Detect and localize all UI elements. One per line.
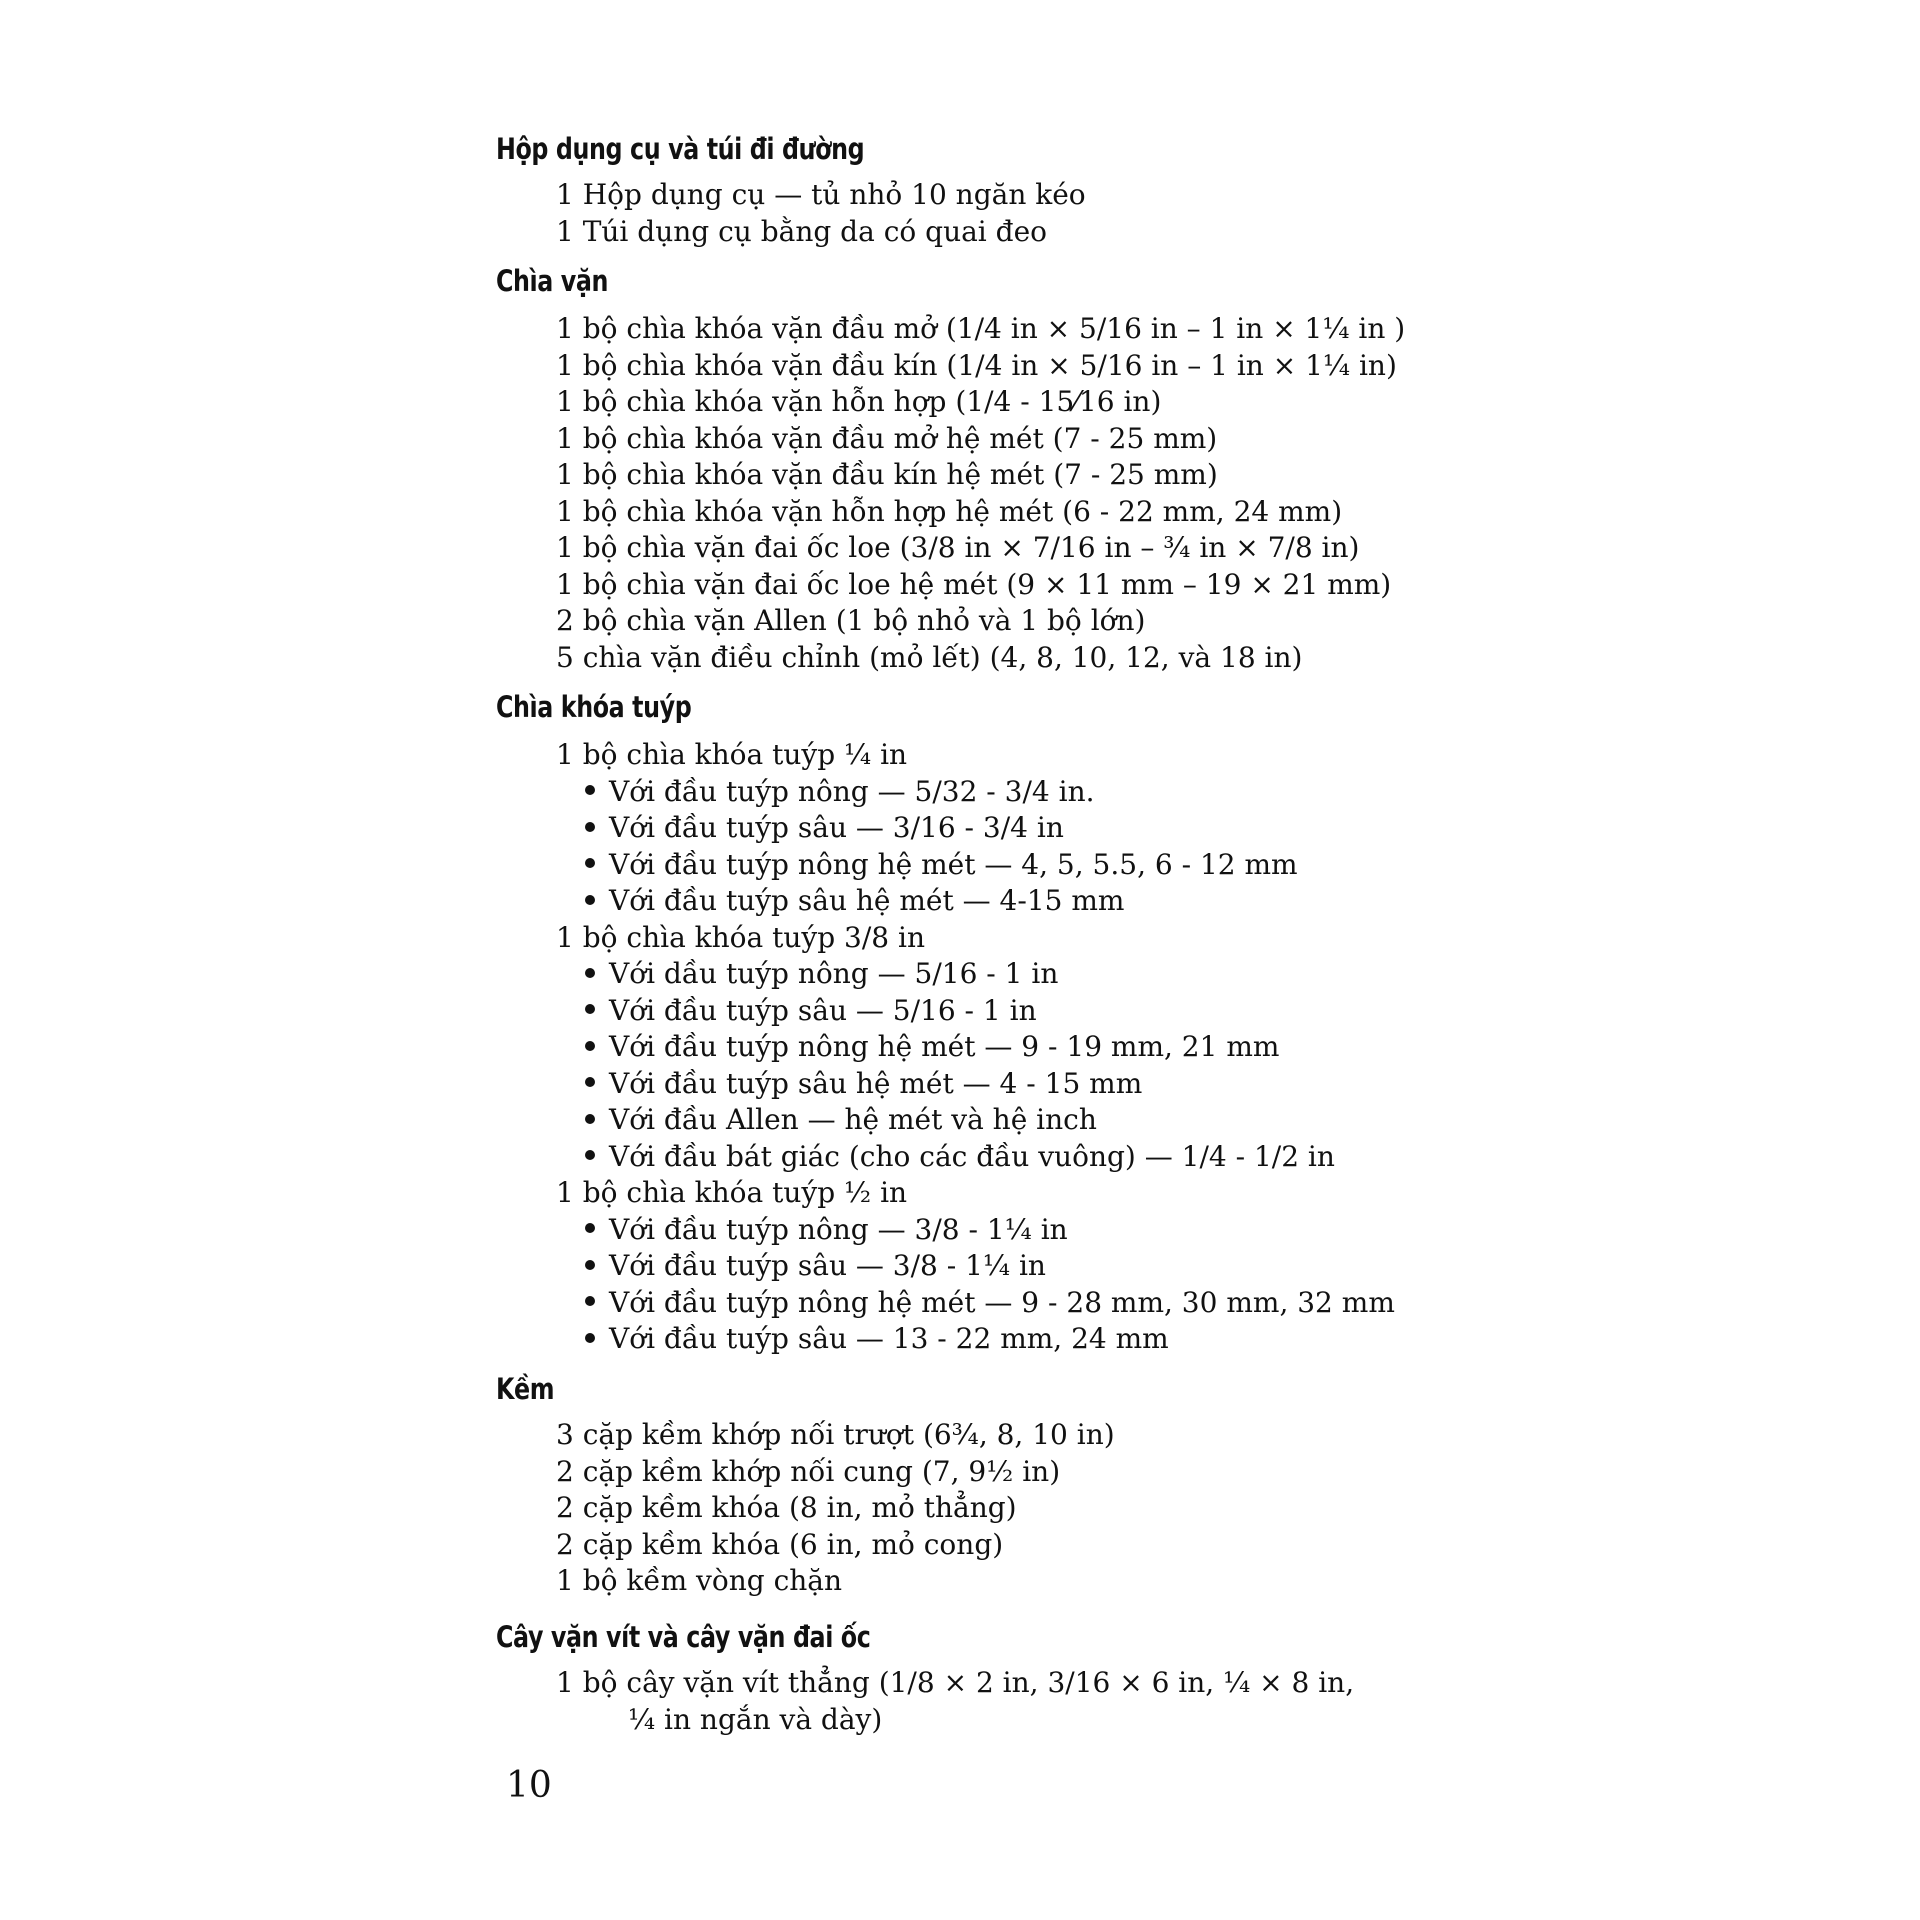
section-heading: Cây vặn vít và cây vặn đai ốc (496, 1620, 871, 1654)
list-item: 1 bộ chìa khóa vặn hỗn hợp (1/4 - 15⁄16 in) (556, 385, 1162, 418)
bullet-item: Với đầu tuýp nông — 3/8 - 1¼ in (585, 1216, 1068, 1244)
list-item: 1 Túi dụng cụ bằng da có quai đeo (556, 214, 1047, 248)
bullet-item: Với đầu tuýp sâu — 13 - 22 mm, 24 mm (585, 1325, 1169, 1353)
bullet-item: Với dầu tuýp nông — 5/16 - 1 in (585, 960, 1058, 988)
bullet-item: Với đầu bát giác (cho các đầu vuông) — 1/4 - 1/2 in (585, 1143, 1335, 1171)
bullet-item: Với đầu tuýp nông hệ mét — 9 - 19 mm, 21 mm (585, 1033, 1279, 1061)
bullet-item: Với đầu tuýp sâu — 5/16 - 1 in (585, 997, 1037, 1025)
list-item: 2 cặp kềm khớp nối cung (7, 9½ in) (556, 1454, 1061, 1488)
list-item: 1 bộ chìa khóa vặn hỗn hợp hệ mét (6 - 22 mm, 24 mm) (556, 494, 1343, 528)
bullet-item: Với đầu tuýp nông hệ mét — 4, 5, 5.5, 6 - 12 mm (585, 851, 1298, 879)
list-item: 1 bộ chìa khóa tuýp ¼ in (556, 738, 908, 771)
list-item: 1 bộ chìa khóa vặn đầu mở hệ mét (7 - 25 mm) (556, 421, 1218, 455)
list-item: ¼ in ngắn và dày) (628, 1702, 883, 1736)
bullet-item: Với đầu tuýp sâu hệ mét — 4 - 15 mm (585, 1070, 1142, 1098)
bullet-item: Với đầu tuýp sâu — 3/16 - 3/4 in (585, 814, 1064, 842)
list-item: 1 bộ chìa khóa tuýp ½ in (556, 1176, 908, 1209)
section-heading: Kềm (496, 1372, 555, 1406)
list-item: 5 chìa vặn điều chỉnh (mỏ lết) (4, 8, 10, 12, và 18 in) (556, 640, 1303, 674)
list-item: 1 bộ chìa khóa tuýp 3/8 in (556, 920, 925, 954)
section-heading: Chìa khóa tuýp (496, 690, 692, 724)
bullet-item: Với đầu tuýp nông hệ mét — 9 - 28 mm, 30 mm, 32 mm (585, 1289, 1395, 1317)
list-item: 1 bộ chìa vặn đai ốc loe (3/8 in × 7/16 in – ¾ in × 7/8 in) (556, 531, 1360, 564)
bullet-item: Với đầu tuýp sâu hệ mét — 4-15 mm (585, 887, 1124, 915)
list-item: 2 cặp kềm khóa (8 in, mỏ thẳng) (556, 1491, 1017, 1524)
list-item: 1 Hộp dụng cụ — tủ nhỏ 10 ngăn kéo (556, 178, 1086, 211)
section-heading: Chìa vặn (496, 264, 609, 298)
bullet-item: Với đầu tuýp nông — 5/32 - 3/4 in. (585, 778, 1095, 806)
list-item: 1 bộ chìa khóa vặn đầu kín (1/4 in × 5/16 in – 1 in × 1¼ in) (556, 348, 1397, 382)
list-item: 1 bộ kềm vòng chặn (556, 1564, 843, 1597)
list-item: 2 bộ chìa vặn Allen (1 bộ nhỏ và 1 bộ lớn) (556, 604, 1146, 637)
bullet-item: Với đầu Allen — hệ mét và hệ inch (585, 1106, 1097, 1134)
section-heading: Hộp dụng cụ và túi đi đường (496, 132, 865, 166)
list-item: 1 bộ chìa vặn đai ốc loe hệ mét (9 × 11 mm – 19 × 21 mm) (556, 567, 1392, 601)
list-item: 1 bộ chìa khóa vặn đầu kín hệ mét (7 - 25 mm) (556, 458, 1218, 491)
list-item: 3 cặp kềm khớp nối trượt (6¾, 8, 10 in) (556, 1418, 1115, 1451)
list-item: 1 bộ chìa khóa vặn đầu mở (1/4 in × 5/16 in – 1 in × 1¼ in ) (556, 312, 1406, 345)
bullet-item: Với đầu tuýp sâu — 3/8 - 1¼ in (585, 1252, 1046, 1280)
list-item: 2 cặp kềm khóa (6 in, mỏ cong) (556, 1527, 1004, 1561)
page-number: 10 (506, 1765, 552, 1806)
list-item: 1 bộ cây vặn vít thẳng (1/8 × 2 in, 3/16 × 6 in, ¼ × 8 in, (556, 1666, 1355, 1699)
